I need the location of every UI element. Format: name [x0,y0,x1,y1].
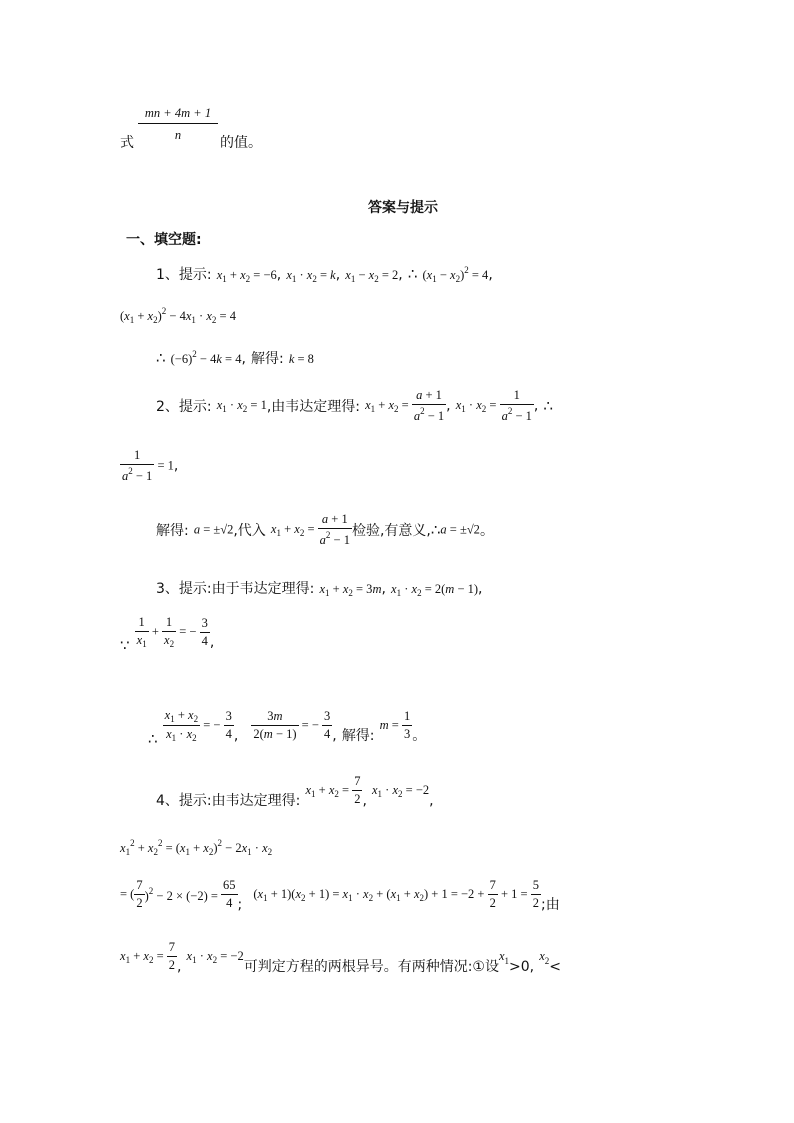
q3-frac-e: $\frac{3}{4}$ [225,709,232,741]
q1-e7: k = 8 [288,352,314,366]
q1-solve-label: 解得: [251,351,284,367]
q3-frac-b: $\frac{1}{x_2}$ [164,615,175,649]
q2-e1: $x_1 \cdot x_2 = 1$ [216,398,267,414]
q2-line2: $\frac{1}{a^2 - 1}$ = 1, [122,448,179,483]
q3-line1: 3、提示:由于韦达定理得: $x_1 + x_2 = 3m$, $x_1 \cdot x_2 = 2(m - 1)$, [156,581,483,598]
q3-frac-d: $\frac{x_1 + x_2}{x_1 \cdot x_2}$ [164,708,199,743]
q3-label: 3、提示:由于韦达定理得: [156,581,315,597]
q2-vieta-text: ,由韦达定理得: [266,399,360,415]
q1-e3: $x_1 - x_2 = 2$ [345,268,399,284]
q3-frac-m: $\frac{1}{3}$ [403,709,411,741]
therefore-symbol: ∴ [543,397,553,415]
q3-e1: $x_1 + x_2 = 3m$ [319,582,382,598]
q4-line4: $x_1 + x_2$ = $\frac{7}{2}$ , $x_1 \cdot x_2 = -2$可判定方程的两根异号。有两种情况:①设$x_1>0$, $x_2<$ [120,940,562,975]
q3-solve-label: 解得: [341,728,375,744]
q3-line2: ∵ $\frac{1}{x_1}$ + $\frac{1}{x_2}$ = − $\frac{3}{4}$ , [120,615,215,655]
q3-frac-c: $\frac{3}{4}$ [201,615,208,648]
intro-fraction [138,106,218,143]
q4-frac-sum: $\frac{7}{2}$ [354,774,361,806]
q3-line3: ∴ $\frac{x_1 + x_2}{x_1 \cdot x_2}$ = − $\frac{3}{4}$ , $\frac{3m}{2(m - 1)}$ = − $\frac{3}{4}$ , 解得: m = $\frac{1}{3}$ 。 [148,708,427,748]
q2-line1: 2、提示: $x_1 \cdot x_2 = 1$,由韦达定理得: $x_1 + x_2$ = $\frac{a + 1}{a^2 - 1}$ , $x_1 \cdot x_2$ = $\frac{1}{a^2 - 1}$ , ∴ [156,388,553,423]
therefore-symbol: ∴ [430,521,441,539]
therefore-symbol: ∴ [407,265,418,283]
q2-frac-eq: $\frac{1}{a^2 - 1}$ [122,448,153,483]
q2-e2: $x_1 + x_2$ = [365,398,412,414]
q1-e5: $(x_1 + x_2)^2 - 4x_1 \cdot x_2 = 4$ [120,306,236,325]
intro-denominator: n [138,123,218,143]
q4-frac-65: $\frac{65}{4}$ [223,878,236,910]
answers-title: 答案与提示 [368,200,438,216]
q4-by-text: ;由 [540,897,560,913]
therefore-symbol: ∴ [148,730,158,748]
q4-conclusion: 可判定方程的两根异号。有两种情况:①设 [243,959,499,975]
q3-frac-a: $\frac{1}{x_1}$ [136,615,147,649]
q1-e6: $(-6)^2 - 4k = 4$ [170,349,242,366]
q4-lt: < [549,959,562,975]
q2-result: a = ±√2 [193,522,234,537]
q4-line3: = ( $\frac{7}{2}$ )$^2$ − 2 × (−2) = $\frac{65}{4}$ ; $(x_1 + 1)(x_2 + 1) = x_1 \cdot x_2 + (x_1 + x_2) + 1 = -2$ + $\frac{7}{2}$ + 1 = $\frac{5}{2}$ ;由 [120,878,560,913]
intro-prefix: 式 [120,135,134,151]
q4-frac-5: $\frac{5}{2}$ [532,878,539,910]
q4-line1: 4、提示:由韦达定理得: $x_1 + x_2$ = $\frac{7}{2}$ , $x_1 \cdot x_2 = -2$, [156,774,434,809]
q2-frac-sum-2: $\frac{a + 1}{a^2 - 1}$ [319,512,350,547]
q2-solve-label: 解得: [156,523,189,539]
because-symbol: ∵ [120,636,130,655]
q2-line3: 解得: a = ±√2,代入 $x_1 + x_2$ = $\frac{a + 1}{a^2 - 1}$ 检验,有意义,∴a = ±√2。 [156,512,494,547]
q2-label: 2、提示: [156,399,212,415]
q2-frac-prod: $\frac{1}{a^2 - 1}$ [501,388,532,423]
q1-label: 1、提示: [156,267,212,283]
q3-frac-f: $\frac{3m}{2(m - 1)}$ [253,709,297,741]
intro-numerator: mn + 4m + 1 [144,106,212,120]
q4-e-sq: $x_1^2 + x_2^2 = (x_1 + x_2)^2 - 2x_1 \cdot x_2$ [120,838,273,857]
q3-frac-g: $\frac{3}{4}$ [324,709,331,741]
q2-e3: $x_1 \cdot x_2$ = [455,398,500,414]
q1-e1: $x_1 + x_2 = -6$ [216,268,277,284]
q4-gt-zero: >0, [509,959,535,975]
intro-suffix: 的值。 [220,135,262,151]
q1-e2: $x_1 \cdot x_2 = k$ [286,268,336,284]
q2-substitute-text: ,代入 [233,523,266,539]
q1-line3: ∴ $(-6)^2 - 4k = 4$, 解得: k = 8 [156,349,314,367]
q2-frac-sum: $\frac{a + 1}{a^2 - 1}$ [413,388,445,423]
q4-e-prod: $x_1 \cdot x_2 = -2$ [371,782,430,799]
q4-label: 4、提示:由韦达定理得: [156,793,301,809]
q1-e4: $(x_1 - x_2)^2 = 4$ [422,265,489,284]
therefore-symbol: ∴ [156,349,166,367]
q2-check-text: 检验,有意义, [351,523,431,539]
q3-e2: $x_1 \cdot x_2 = 2(m - 1)$ [391,582,479,598]
q1-line1: 1、提示: $x_1 + x_2 = -6$, $x_1 \cdot x_2 = k$, $x_1 - x_2 = 2$, ∴ $(x_1 - x_2)^2 = 4$, [156,265,493,284]
section1-title: 一、填空题: [126,232,202,248]
